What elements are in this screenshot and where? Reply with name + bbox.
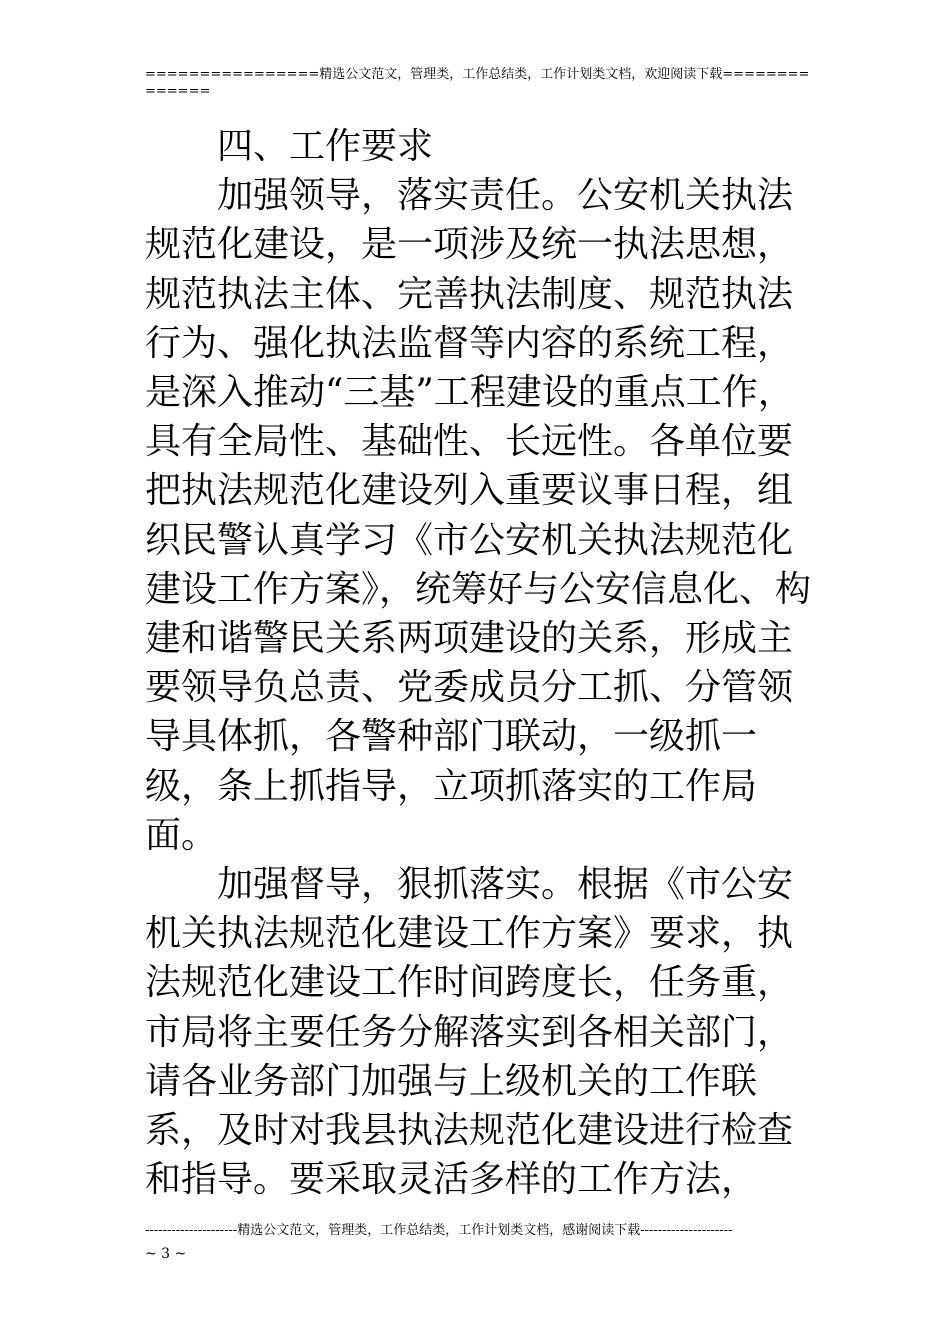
paragraph-leadership: 加强领导，落实责任。公安机关执法规范化建设，是一项涉及统一执法思想，规范执法主体、完善执法制度、规范执法行为、强化执法监督等内容的系统工程，是深入推动“三基”工程建设的重点工作，具有全局性、基础性、长远性。各单位要把执法规范化建设列入重要议事日程，组织民警认真学习《市公安机关执法规范化建设工作方案》，统筹好与公安信息化、构建和谐警民关系两项建设的关系，形成主要领导负总责、党委成员分工抓、分管领导具体抓，各警种部门联动，一级抓一级，条上抓指导，立项抓落实的工作局面。: [145, 175, 812, 856]
page-number: ~ 3 ~: [145, 1246, 187, 1262]
section-heading: 四、工作要求: [217, 126, 434, 167]
page-footer: ---------------------精选公文范文，管理类，工作总结类，工作计划类文档，感谢阅读下载---------------------: [145, 1223, 733, 1238]
document-body: [145, 122, 815, 1204]
page-header: ================精选公文范文，管理类，工作总结类，工作计划类文档，欢迎阅读下载==============: [145, 67, 810, 99]
paragraph-supervision: 加强督导，狠抓落实。根据《市公安机关执法规范化建设工作方案》要求，执法规范化建设工作时间跨度长，任务重，市局将主要任务分解落实到各相关部门，请各业务部门加强与上级机关的工作联系，及时对我县执法规范化建设进行检查和指导。要采取灵活多样的工作方法，: [145, 864, 794, 1201]
